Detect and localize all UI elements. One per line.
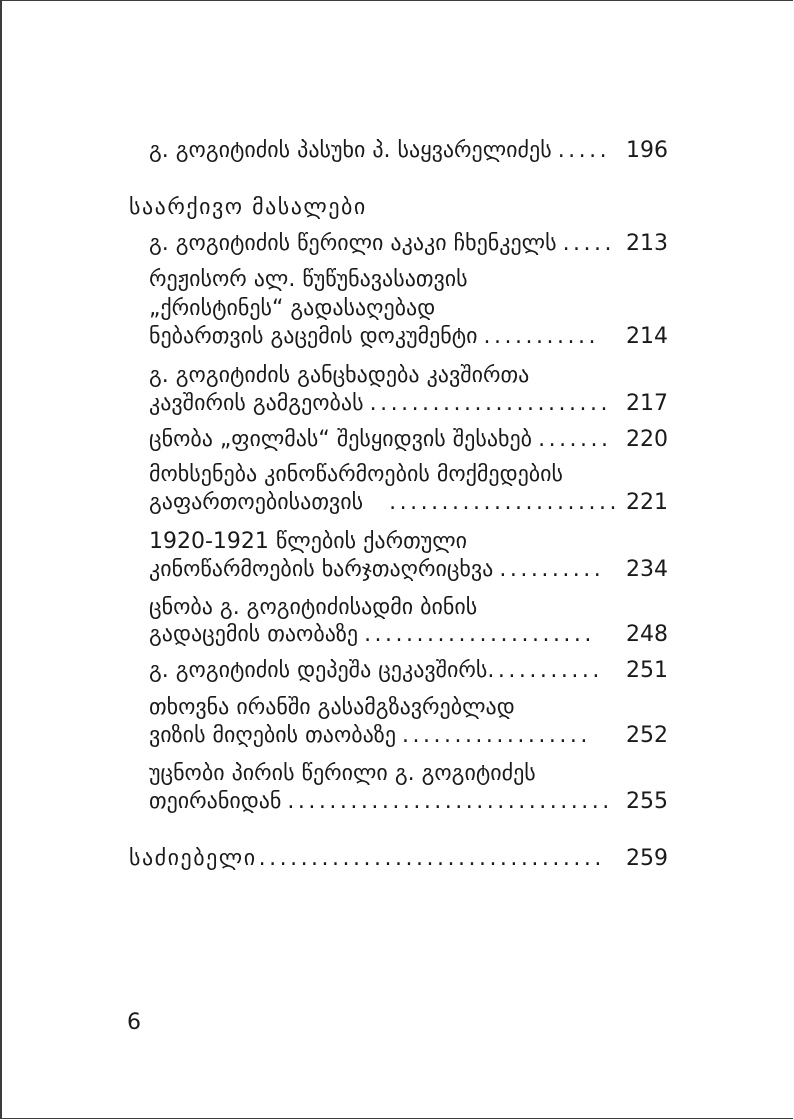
toc-entry[interactable] [149, 556, 668, 584]
toc-entry[interactable] [149, 426, 668, 454]
leader-dots: ........... [483, 324, 599, 349]
leader-dots: ...................... [364, 622, 595, 647]
leader-dots: ...................... [389, 490, 620, 515]
toc-entry-page: 251 [626, 658, 668, 683]
toc-entry-title: გაფართოებისათვის [149, 490, 364, 515]
leader-dots: ..... [557, 138, 611, 163]
toc-entry[interactable] [149, 722, 668, 750]
toc-entry[interactable] [149, 621, 668, 649]
toc-entry[interactable] [149, 323, 668, 351]
toc-entry[interactable] [149, 230, 668, 258]
toc-entry-title: კავშირის გამგეობას [149, 391, 364, 416]
toc-entry-page: 248 [626, 622, 668, 647]
leader-dots: ....................... [369, 391, 611, 416]
toc-entry-page: 217 [626, 391, 668, 416]
toc-entry-title: გადაცემის თაობაზე [149, 622, 359, 647]
toc-entry-title-line: ცნობა გ. გოგიტიძისადმი ბინის [149, 595, 478, 620]
toc-entry-title: გ. გოგიტიძის წერილი აკაკი ჩხენკელს [149, 231, 557, 256]
toc-entry[interactable] [149, 390, 668, 418]
leader-dots: ............................... [287, 789, 613, 814]
section-heading: საარქივო მასალები [129, 195, 367, 220]
leader-dots: .......... [499, 557, 605, 582]
toc-entry-title-line: 1920-1921 წლების ქართული [149, 529, 468, 554]
toc-entry-title-line: გ. გოგიტიძის განცხადება კავშირთა [149, 363, 530, 388]
toc-entry[interactable] [149, 489, 668, 517]
toc-entry-page: 259 [626, 846, 668, 871]
toc-entry-page: 214 [626, 324, 668, 349]
toc-entry-title-line: მოხსენება კინოწარმოების მოქმედების [149, 462, 564, 487]
toc-entry-title: ცნობა „ფილმას“ შესყიდვის შესახებ [149, 427, 533, 452]
toc-entry-index[interactable] [129, 845, 668, 873]
toc-entry-page: 213 [626, 231, 668, 256]
toc-entry-title: საძიებელი [129, 846, 257, 871]
toc-entry[interactable] [149, 657, 668, 685]
page-number: 6 [127, 1010, 141, 1035]
toc-entry-page: 234 [626, 557, 668, 582]
toc-entry[interactable] [149, 137, 668, 165]
leader-dots: ..... [562, 231, 616, 256]
toc-entry-page: 221 [626, 490, 668, 515]
leader-dots: ....... [538, 427, 612, 452]
toc-entry-page: 196 [626, 138, 668, 163]
toc-entry-title: გ. გოგიტიძის პასუხი პ. საყვარელიძეს [149, 138, 552, 163]
toc-entry-page: 220 [626, 427, 668, 452]
leader-dots: ................................. [258, 846, 605, 871]
toc-entry-title: ნებართვის გაცემის დოკუმენტი [149, 324, 478, 349]
toc-entry-title-line: „ქრისტინეს“ გადასაღებად [149, 296, 436, 321]
toc-entry-title: გ. გოგიტიძის დეპეშა ცეკავშირს [149, 658, 488, 683]
leader-dots: .................. [401, 723, 591, 748]
toc-entry-title-line: თხოვნა ირანში გასამგზავრებლად [149, 695, 515, 720]
toc-entry-page: 252 [626, 723, 668, 748]
leader-dots: ........... [487, 658, 603, 683]
toc-entry-page: 255 [626, 789, 668, 814]
toc-entry[interactable] [149, 788, 668, 816]
toc-entry-title: კინოწარმოების ხარჯთაღრიცხვა [149, 557, 494, 582]
toc-entry-title-line: უცნობი პირის წერილი გ. გოგიტიძეს [149, 761, 536, 786]
toc-entry-title: ვიზის მიღების თაობაზე [149, 723, 396, 748]
toc-entry-title-line: რეჟისორ ალ. წუწუნავასათვის [149, 267, 468, 292]
toc-entry-title: თეირანიდან [149, 789, 282, 814]
